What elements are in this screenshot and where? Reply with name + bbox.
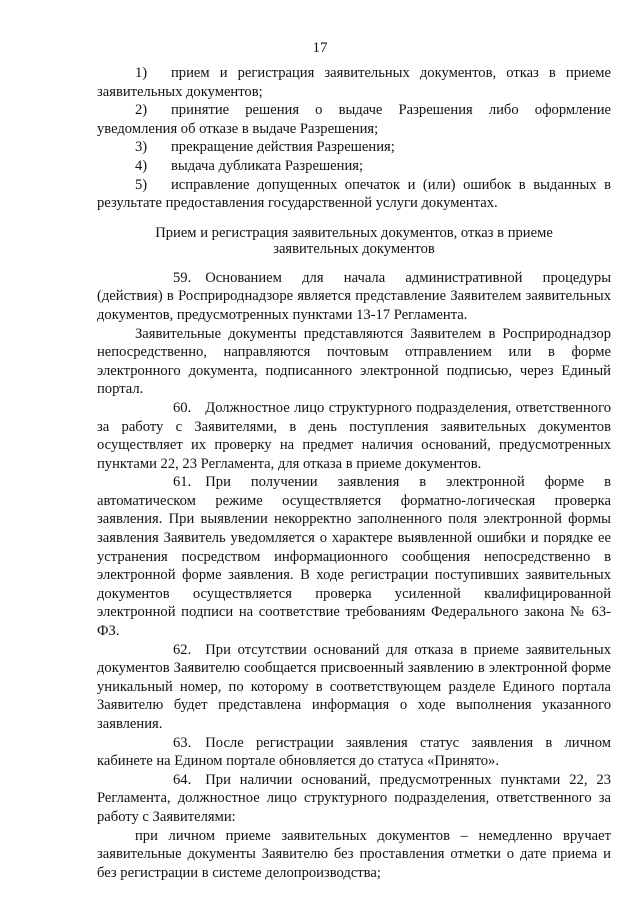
- paragraph-text: После регистрации заявления статус заявления в личном кабинете на Едином портале обновляется до статуса «Принято».: [97, 734, 611, 770]
- paragraph-64-subitem: [97, 827, 611, 883]
- paragraph-60: [97, 399, 611, 473]
- document-body: [97, 64, 611, 882]
- list-item: [97, 64, 611, 101]
- paragraph-number: 63.: [173, 734, 192, 751]
- paragraph-text: при личном приеме заявительных документов – немедленно вручает заявительные документы Заявителю без проставления отметки о дате приема и без регистрации в системе делопроизводства;: [97, 827, 611, 881]
- paragraph-text: При отсутствии оснований для отказа в приеме заявительных документов Заявителю сообщается присвоенный заявлению в электронной форме уникальный номер, по которому в соответствующем разделе Единого портала Заявителю будет представлена информация о ходе выполнения указанного заявления.: [97, 641, 611, 732]
- paragraph-number: 64.: [173, 771, 192, 788]
- paragraph-number: 62.: [173, 641, 192, 658]
- paragraph-number: 61.: [173, 474, 192, 491]
- list-item: [97, 157, 611, 176]
- paragraph-text: При наличии оснований, предусмотренных пунктами 22, 23 Регламента, должностное лицо структурного подразделения, ответственного за работу с Заявителями:: [97, 771, 611, 825]
- paragraph-62: [97, 641, 611, 734]
- section-paragraphs: [97, 269, 611, 883]
- list-item-number: 4): [135, 157, 148, 174]
- paragraph-59-continued: [97, 325, 611, 399]
- paragraph-59: [97, 269, 611, 325]
- page-number: 17: [312, 40, 328, 56]
- section-heading: [97, 225, 611, 257]
- paragraph-text: При получении заявления в электронной форме в автоматическом режиме осуществляется форматно-логическая проверка заявления. При выявлении некорректно заполненного поля электронной формы заявления Заявитель уведомляется о характере выявленной ошибки и порядке ее устранения посредством информационного сообщения непосредственно в электронной форме заявления. В ходе регистрации поступивших заявительных документов осуществляется проверка усиленной квалифицированной электронной подписи на соответствие требованиям Федерального закона № 63-ФЗ.: [97, 474, 611, 640]
- list-item: [97, 101, 611, 138]
- paragraph-number: 60.: [173, 399, 192, 416]
- paragraph-64: [97, 771, 611, 827]
- list-item-text: выдача дубликата Разрешения;: [171, 157, 364, 174]
- list-item: [97, 138, 611, 157]
- paragraph-text: Основанием для начала административной процедуры (действия) в Росприроднадзоре является представление Заявителем заявительных документов, предусмотренных пунктами 13-17 Регламента.: [97, 269, 611, 323]
- list-item-text: прием и регистрация заявительных документов, отказ в приеме заявительных документов;: [97, 65, 611, 100]
- section-heading-line: заявительных документов: [273, 240, 435, 257]
- paragraph-text: Должностное лицо структурного подразделения, ответственного за работу с Заявителями, в день поступления заявительных документов осуществляет их проверку на предмет наличия оснований, предусмотренных пунктами 22, 23 Регламента, для отказа в приеме документов.: [97, 399, 611, 472]
- list-item-number: 2): [135, 102, 148, 119]
- paragraph-number: 59.: [173, 269, 192, 286]
- list-item-number: 5): [135, 176, 148, 193]
- paragraph-61: [97, 473, 611, 640]
- list-item-number: 1): [135, 65, 148, 81]
- list-item-text: исправление допущенных опечаток и (или) ошибок в выданных в результате предоставления государственной услуги документах.: [97, 176, 611, 212]
- list-item-text: прекращение действия Разрешения;: [171, 139, 395, 156]
- paragraph-text: Заявительные документы представляются Заявителем в Росприроднадзор непосредственно, направляются почтовым отправлением или в форме электронного документа, подписанного электронной подписью, через Единый портал.: [97, 325, 611, 398]
- list-item-number: 3): [135, 139, 148, 156]
- procedure-list: [97, 64, 611, 213]
- list-item-text: принятие решения о выдаче Разрешения либо оформление уведомления об отказе в выдаче Разрешения;: [97, 102, 611, 137]
- paragraph-63: [97, 734, 611, 771]
- list-item: [97, 176, 611, 213]
- section-heading-line: Прием и регистрация заявительных документов, отказ в приеме: [155, 224, 553, 241]
